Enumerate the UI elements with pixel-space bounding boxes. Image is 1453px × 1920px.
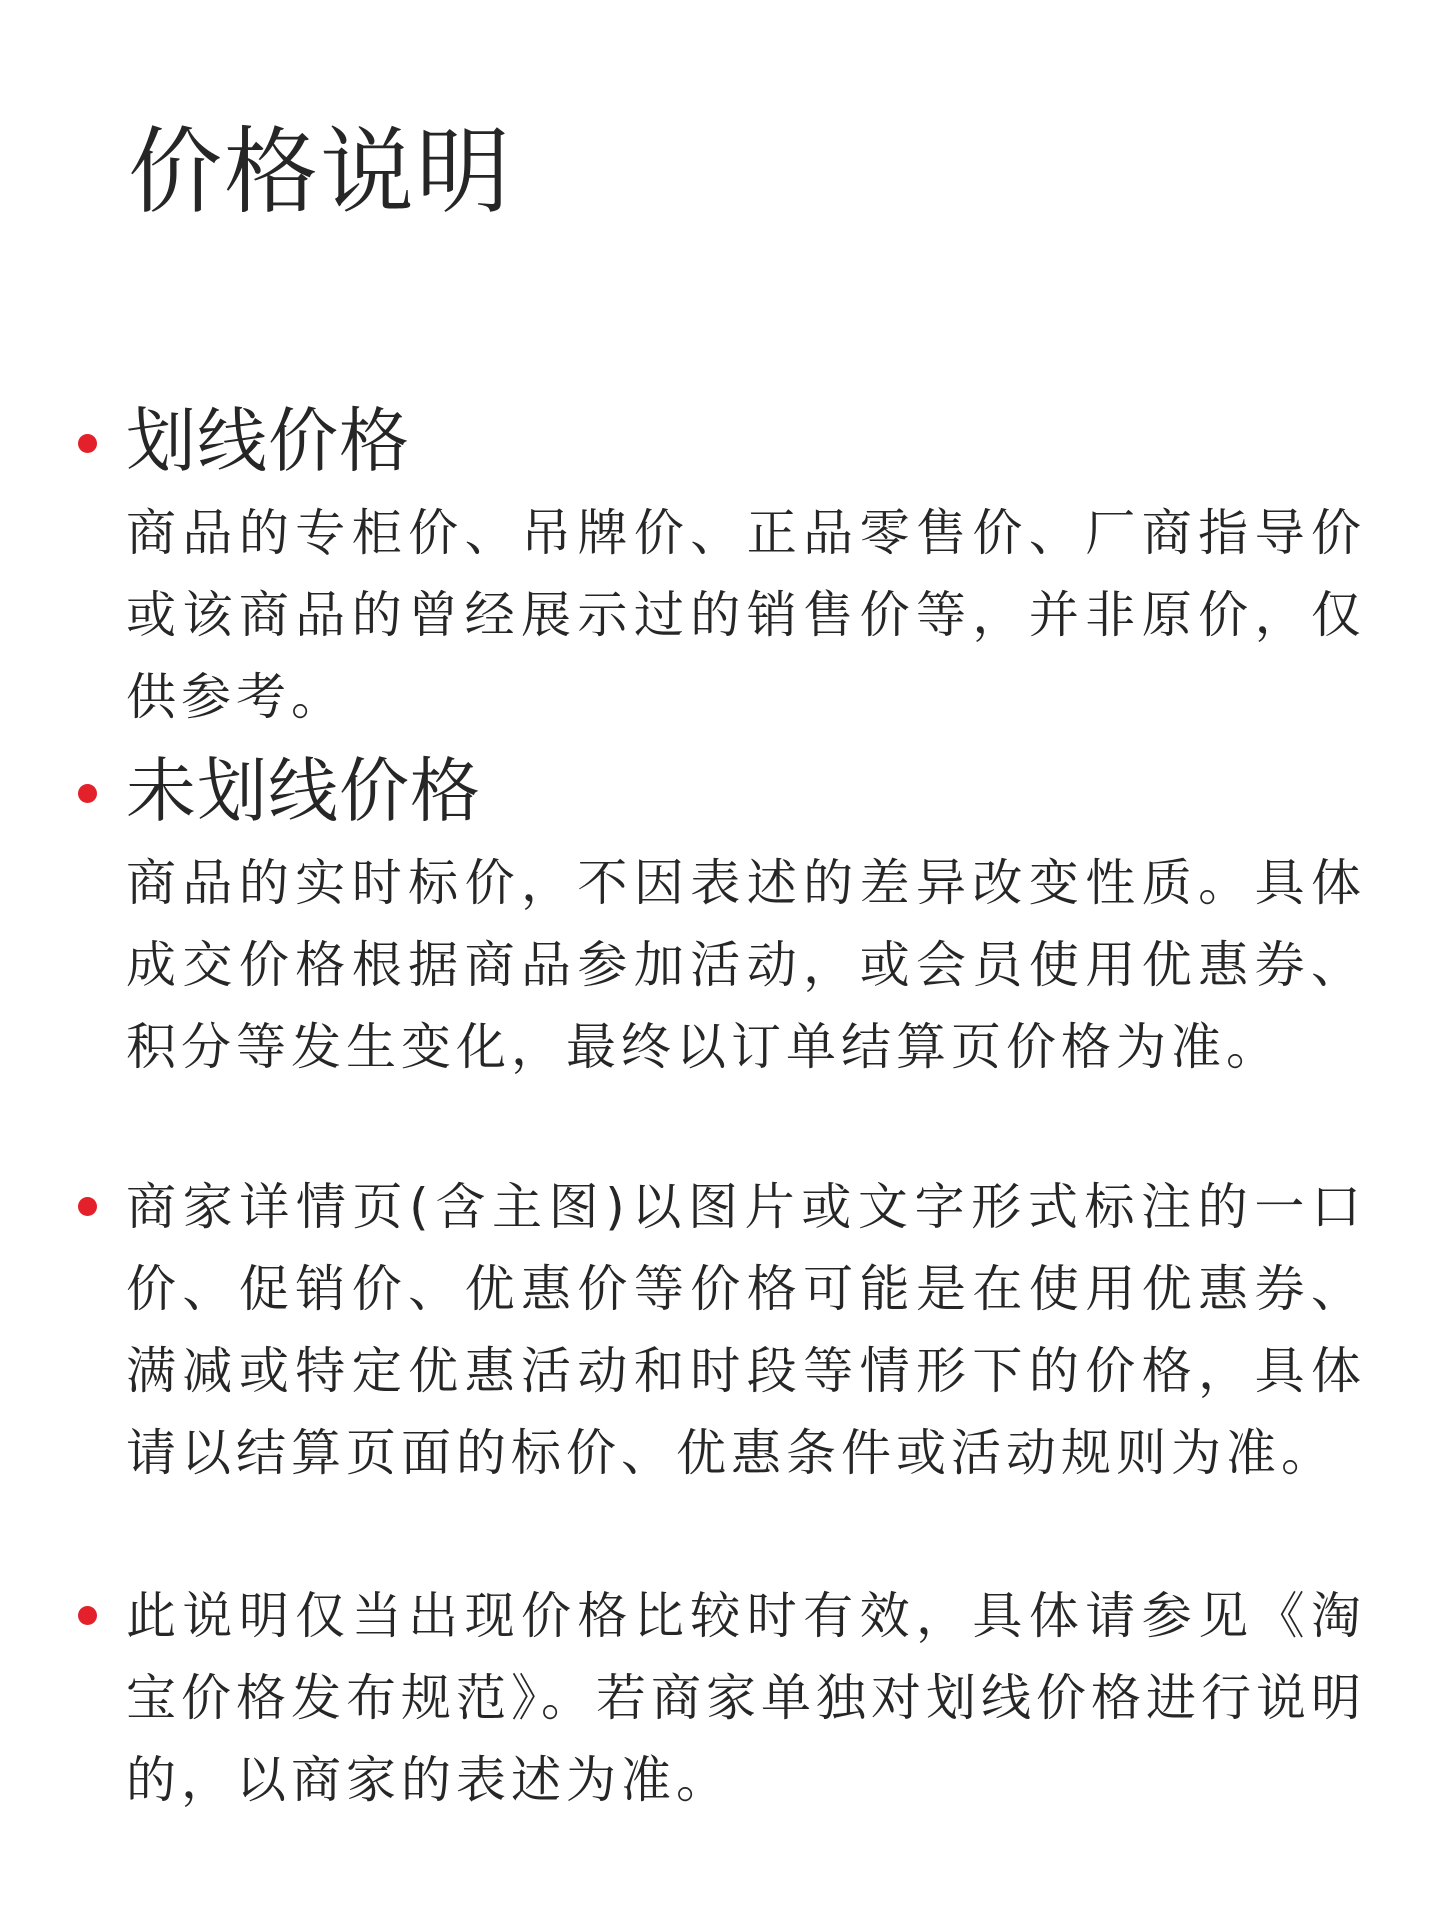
section-heading: 未划线价格 xyxy=(126,750,481,832)
page-title: 价格说明 xyxy=(128,118,513,227)
section-text: 此说明仅当出现价格比较时有效，具体请参见《淘宝价格发布规范》。若商家单独对划线价格进行说明的，以商家的表述为准。 xyxy=(126,1587,1366,1809)
bullet-dot xyxy=(78,434,97,453)
section-text: 商家详情页(含主图)以图片或文字形式标注的一口价、促销价、优惠价等价格可能是在使用优惠券、满减或特定优惠活动和时段等情形下的价格，具体请以结算页面的标价、优惠条件或活动规则为准。 xyxy=(126,1178,1366,1482)
bullet-dot xyxy=(78,784,97,803)
section-heading: 划线价格 xyxy=(126,400,410,482)
bullet-dot xyxy=(78,1197,97,1216)
section-text: 商品的专柜价、吊牌价、正品零售价、厂商指导价或该商品的曾经展示过的销售价等，并非原价，仅供参考。 xyxy=(126,504,1366,726)
section-text: 商品的实时标价，不因表述的差异改变性质。具体成交价格根据商品参加活动，或会员使用优惠券、积分等发生变化，最终以订单结算页价格为准。 xyxy=(126,854,1366,1076)
bullet-dot xyxy=(78,1606,97,1625)
